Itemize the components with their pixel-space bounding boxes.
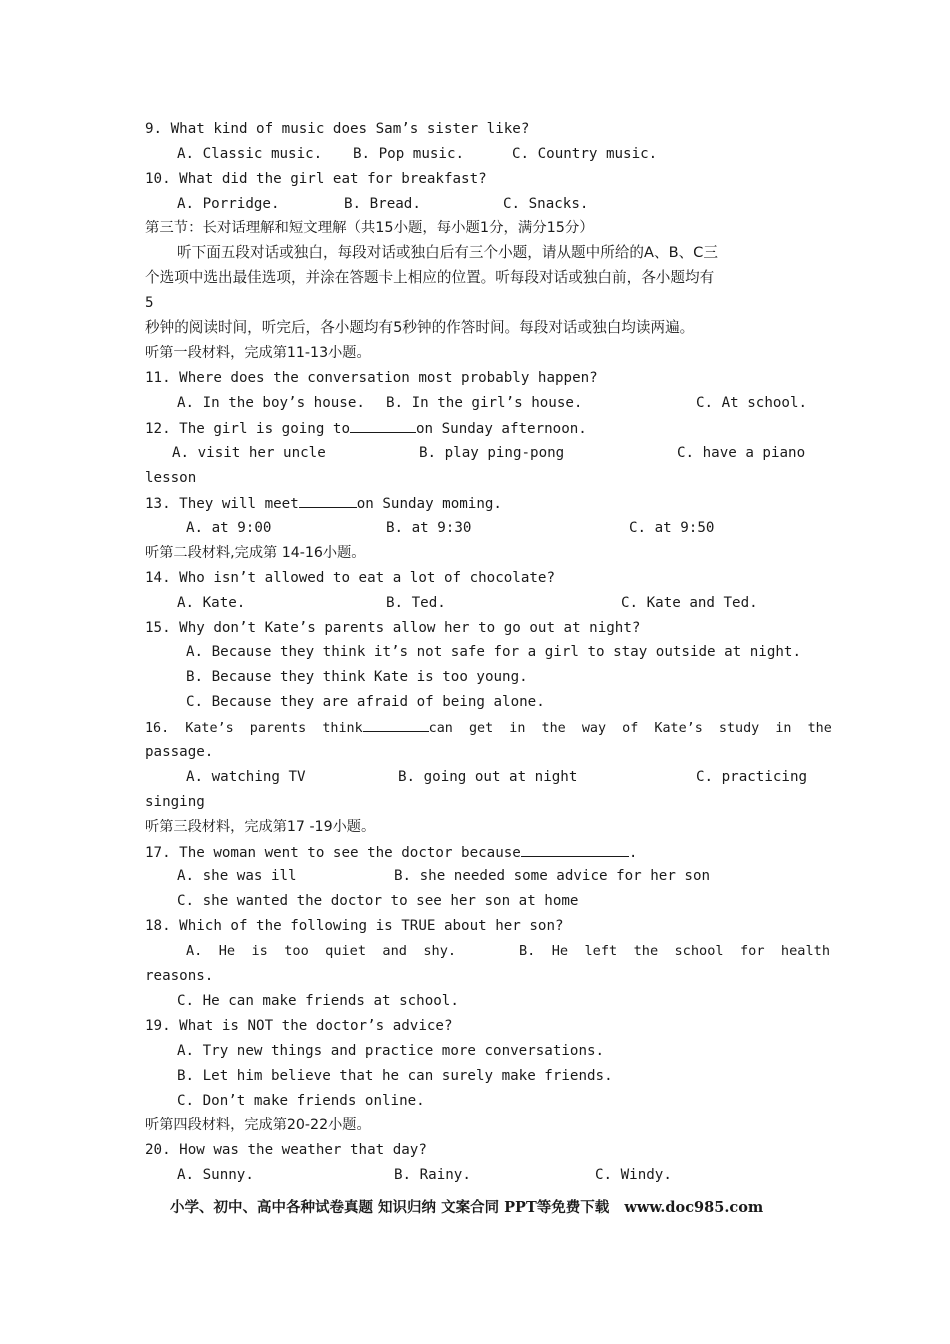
q15-option-b: B. Because they think Kate is too young.: [186, 669, 528, 685]
part1-intro: 听第一段材料，完成第11-13小题。: [145, 345, 371, 361]
q13-option-c: C. at 9:50: [629, 520, 715, 536]
q10-option-c: C. Snacks.: [503, 196, 589, 212]
q17-option-c: C. she wanted the doctor to see her son at home: [177, 893, 579, 909]
q11-option-c: C. At school.: [696, 395, 808, 411]
q9-option-a: A. Classic music.: [177, 146, 323, 162]
section3-instructions-line2: 个选项中选出最佳选项，并涂在答题卡上相应的位置。听每段对话或独白前，各小题均有: [145, 269, 715, 286]
q19-option-b: B. Let him believe that he can surely make friends.: [177, 1068, 613, 1084]
q14-option-b: B. Ted.: [386, 595, 446, 611]
q15-option-a: A. Because they think it’s not safe for a girl to stay outside at night.: [186, 644, 801, 660]
q12-blank: [350, 418, 416, 433]
q12-stem-post: on Sunday afternoon.: [416, 421, 587, 437]
q16-option-b: B. going out at night: [398, 769, 578, 785]
section3-instructions-line4: 秒钟的阅读时间，听完后，各小题均有5秒钟的作答时间。每段对话或独白均读两遍。: [145, 319, 695, 336]
section3-instructions-line1: 听下面五段对话或独白，每段对话或独白后有三个小题，请从题中所给的A、B、C三: [177, 244, 718, 261]
q16-option-c-wrap: singing: [145, 794, 205, 810]
q20-option-a: A. Sunny.: [177, 1167, 254, 1183]
q12-option-a: A. visit her uncle: [172, 445, 326, 461]
q13-blank: [299, 493, 357, 508]
q12-option-c-wrap: lesson: [145, 470, 197, 486]
q13-option-b: B. at 9:30: [386, 520, 472, 536]
q20-option-c: C. Windy.: [595, 1167, 672, 1183]
q14-option-a: A. Kate.: [177, 595, 246, 611]
q17-stem-pre: 17. The woman went to see the doctor because: [145, 845, 521, 861]
q9-stem: 9. What kind of music does Sam’s sister like?: [145, 121, 530, 137]
q17-option-b: B. she needed some advice for her son: [394, 868, 711, 884]
q13-stem-pre: 13. They will meet: [145, 496, 299, 512]
q16-stem-wrap: passage.: [145, 744, 214, 760]
q19-option-a: A. Try new things and practice more conversations.: [177, 1043, 605, 1059]
q14-option-c: C. Kate and Ted.: [621, 595, 758, 611]
part2-intro: 听第二段材料,完成第 14-16小题。: [145, 545, 366, 561]
q12-stem-pre: 12. The girl is going to: [145, 421, 350, 437]
q10-stem: 10. What did the girl eat for breakfast?: [145, 171, 487, 187]
q18-stem: 18. Which of the following is TRUE about her son?: [145, 918, 564, 934]
q17-blank: [521, 842, 629, 857]
q20-stem: 20. How was the weather that day?: [145, 1142, 427, 1158]
q12-option-b: B. play ping-pong: [419, 445, 565, 461]
q19-stem: 19. What is NOT the doctor’s advice?: [145, 1018, 453, 1034]
q12-stem: [145, 418, 587, 439]
q18-option-c: C. He can make friends at school.: [177, 993, 459, 1009]
footer-ad-link[interactable]: 小学、初中、高中各种试卷真题 知识归纳 文案合同 PPT等免费下载 www.doc985.com: [170, 1199, 764, 1216]
part3-intro: 听第三段材料，完成第17 -19小题。: [145, 819, 376, 835]
q10-option-a: A. Porridge.: [177, 196, 280, 212]
q9-option-c: C. Country music.: [512, 146, 658, 162]
q17-stem-post: .: [628, 845, 638, 861]
q11-stem: 11. Where does the conversation most probably happen?: [145, 370, 598, 386]
q16-stem-post: can get in the way of Kate’s study in the: [428, 721, 832, 736]
q16-option-a: A. watching TV: [186, 769, 306, 785]
q16-blank: [363, 717, 429, 732]
q18-option-a: A. He is too quiet and shy.: [186, 943, 457, 959]
q16-option-c: C. practicing: [696, 769, 808, 785]
q13-stem: [145, 493, 502, 514]
q17-option-a: A. she was ill: [177, 868, 297, 884]
q16-stem: [145, 717, 832, 739]
section3-title: 第三节：长对话理解和短文理解（共15小题，每小题1分，满分15分）: [145, 220, 594, 236]
q18-option-b-wrap: reasons.: [145, 968, 214, 984]
q11-option-b: B. In the girl’s house.: [386, 395, 583, 411]
q11-option-a: A. In the boy’s house.: [177, 395, 365, 411]
q13-stem-post: on Sunday moming.: [356, 496, 502, 512]
q15-stem: 15. Why don’t Kate’s parents allow her to go out at night?: [145, 620, 641, 636]
q12-option-c: C. have a piano: [677, 445, 806, 461]
q17-stem: [145, 842, 637, 863]
q10-option-b: B. Bread.: [344, 196, 421, 212]
q19-option-c: C. Don’t make friends online.: [177, 1093, 425, 1109]
q18-option-b: B. He left the school for health: [519, 943, 830, 959]
q9-option-b: B. Pop music.: [353, 146, 465, 162]
q15-option-c: C. Because they are afraid of being alone.: [186, 694, 545, 710]
q14-stem: 14. Who isn’t allowed to eat a lot of chocolate?: [145, 570, 555, 586]
q16-stem-pre: 16. Kate’s parents think: [145, 721, 363, 736]
q13-option-a: A. at 9:00: [186, 520, 272, 536]
part4-intro: 听第四段材料，完成第20-22小题。: [145, 1117, 371, 1133]
q20-option-b: B. Rainy.: [394, 1167, 471, 1183]
section3-instructions-line3: 5: [145, 295, 154, 311]
